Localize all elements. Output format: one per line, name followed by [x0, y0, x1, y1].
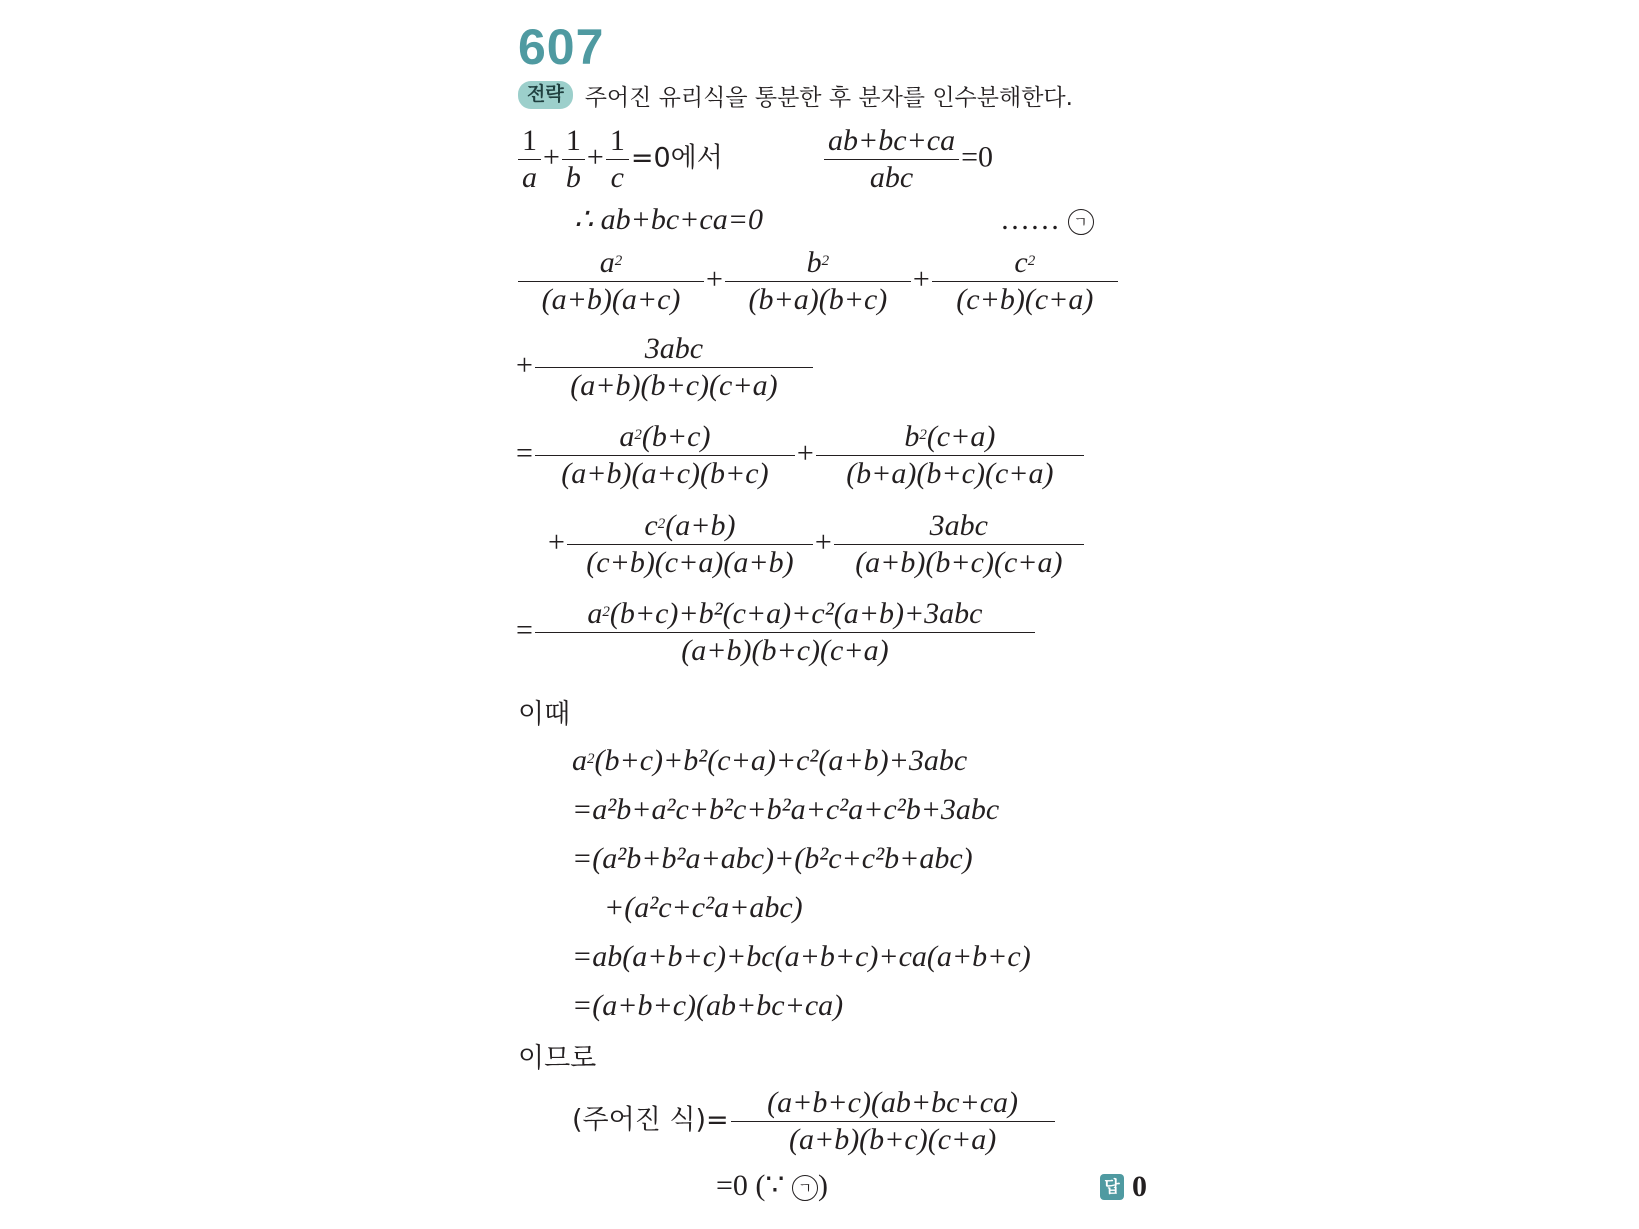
expansion-line-3: =(a²b+b²a+abc)+(b²c+c²b+abc) — [572, 842, 973, 875]
final-result: =0 (∵ ㄱ ) — [716, 1169, 828, 1202]
answer — [1100, 1170, 1147, 1204]
equation-line-4: = $\frac{a^2(b+c)}{(a+b)(a+c)(b+c)}$ + $\frac{b^2(c+a)}{(b+a)(b+c)(c+a)}$ — [516, 420, 1086, 491]
answer-value: 0 — [1132, 1170, 1147, 1203]
equation-line-2: ∴ ab+bc+ca=0 — [574, 203, 763, 236]
circled-giyeok-icon: ㄱ — [792, 1175, 818, 1201]
final-equation: (주어진 식)= $\frac{(a+b+c)(ab+bc+ca)}{(a+b)(b+c)(c+a)}$ — [572, 1086, 1057, 1157]
expansion-line-5: =ab(a+b+c)+bc(a+b+c)+ca(a+b+c) — [572, 940, 1031, 973]
circled-giyeok-icon: ㄱ — [1068, 209, 1094, 235]
equation-line-5: = $\frac{a^2(b+c)+b^2(c+a)+c^2(a+b)+3abc}{(a+b)(b+c)(c+a)}$ — [516, 597, 1037, 668]
expansion-line-6: =(a+b+c)(ab+bc+ca) — [572, 989, 844, 1022]
strategy-row — [518, 78, 1073, 112]
problem-number: 607 — [518, 19, 605, 75]
label-imeuro: 이므로 — [518, 1043, 597, 1074]
reference-marker: …… ㄱ — [1000, 202, 1094, 238]
strategy-text: 주어진 유리식을 통분한 후 분자를 인수분해한다. — [584, 84, 1073, 111]
strategy-tag: 전략 — [518, 81, 573, 109]
expansion-line-2: =a²b+a²c+b²c+b²a+c²a+c²b+3abc — [572, 793, 1000, 826]
equation-line-1-right: $\frac{ab+bc+ca}{\text{abc}}$ =0 — [822, 124, 993, 195]
equation-line-1: $\frac{1}{a}$ + $\frac{1}{b}$ + $\frac{1}{c}$ =0에서 — [516, 124, 723, 195]
answer-tag: 답 — [1100, 1174, 1124, 1200]
label-idae: 이때 — [518, 699, 571, 730]
equation-line-3b: + $\frac{\text{3abc}}{(a+b)(b+c)(c+a)}$ — [516, 332, 815, 403]
equation-line-3: $\frac{a^2}{(a+b)(a+c)}$ + $\frac{b^2}{(b+a)(b+c)}$ + $\frac{c^2}{(c+b)(c+a)}$ — [516, 246, 1120, 317]
expansion-line-4: +(a²c+c²a+abc) — [604, 891, 803, 924]
expansion-line-1: $a^2(b+c)+b^2(c+a)+c^2(a+b)+3abc$ — [572, 744, 968, 777]
equation-line-4b: + $\frac{c^2(a+b)}{(c+b)(c+a)(a+b)}$ + $\frac{\text{3abc}}{(a+b)(b+c)(c+a)}$ — [548, 509, 1086, 580]
